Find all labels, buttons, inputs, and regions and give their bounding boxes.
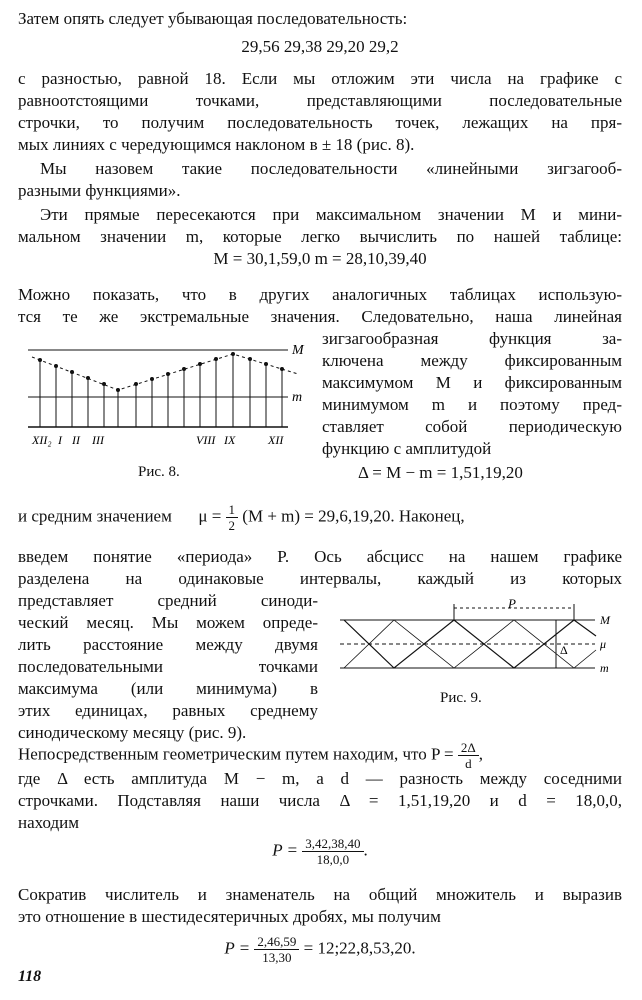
text-line: с разностью, равной 18. Если мы отложим эти числа на графике с [18, 69, 622, 88]
fig9-label-M: M [600, 613, 610, 627]
text-line: лить расстояние между двумя [18, 635, 318, 654]
text-line: строчками. Подставляя наши числа Δ = 1,51,19,20 и d = 18,0,0, [18, 791, 622, 810]
text-line: Мы назовем такие последовательности «линейными зигзагооб- [40, 159, 622, 178]
text-line: тся те же экстремальные значения. Следовательно, наша линейная [18, 307, 622, 326]
text-fragment: Непосредственным геометрическим путем находим, что P = [18, 744, 454, 764]
axis-label: II [72, 433, 80, 447]
text-line: Эти прямые пересекаются при максимальном значении M и мини- [40, 205, 622, 224]
axis-label: XII₂ [32, 433, 52, 447]
axis-label: VIII [196, 433, 216, 447]
text-line: Можно показать, что в других аналогичных таблицах использую- [18, 285, 622, 304]
fraction-half: $\frac{1}{2}$ [226, 502, 239, 533]
figure-9-caption: Рис. 9. [440, 690, 482, 706]
amplitude-formula: Δ = M − m = 1,51,19,20 [358, 463, 523, 482]
fraction-big: $\frac{3,42,38,40}{18,0,0}$ [302, 836, 363, 867]
axis-label: XII [268, 433, 284, 447]
period-formula-line: Непосредственным геометрическим путем находим, что P = $\frac{2\Delta}{d}$ , [18, 740, 483, 771]
text-fragment: μ = [198, 506, 222, 526]
fraction-final: $\frac{2,46,59}{13,30}$ [254, 934, 299, 965]
axis-label: IX [224, 433, 236, 447]
text-line: представляет средний синоди- [18, 591, 318, 610]
fraction-period: $\frac{2\Delta}{d}$ [458, 740, 479, 771]
text-line: мых линиях с чередующимся наклоном в ± 18 (рис. 8). [18, 135, 415, 154]
text-line: Сократив числитель и знаменатель на общий множитель и выразив [18, 885, 622, 904]
text-line: ключена между фиксированным [322, 351, 622, 370]
final-result: P = $\frac{2,46,59}{13,30}$ = 12;22,8,53,20. [224, 934, 416, 965]
text-line: последовательными точками [18, 657, 318, 676]
ordinates [40, 354, 282, 427]
text-fragment: и средним значением [18, 506, 172, 526]
fig9-label-mu: μ [600, 637, 607, 651]
figure-8-caption: Рис. 8. [138, 464, 180, 480]
text-line: где Δ есть амплитуда M − m, а d — разность между соседними [18, 769, 622, 788]
text-line: максимума (или минимума) в [18, 679, 318, 698]
text-line: мальном значении m, которые легко вычислить по нашей таблице: [18, 227, 622, 246]
page-number: 118 [18, 968, 42, 985]
fig9-label-P: P [508, 596, 516, 611]
mean-value-line [18, 502, 622, 533]
text-line: максимумом M и фиксированным [322, 373, 622, 392]
text-line: зигзагообразная функция за- [322, 329, 622, 348]
axis-label: III [92, 433, 104, 447]
figure-9 [330, 596, 625, 688]
period-computation: P = $\frac{3,42,38,40}{18,0,0}$ . [272, 836, 368, 867]
text-line: равноотстоящими точками, представляющими последовательные [18, 91, 622, 110]
axis-label: I [58, 433, 62, 447]
sequence-line: 29,56 29,38 29,20 29,2 [241, 37, 399, 56]
text-line: минимумом m и поэтому пред- [322, 395, 622, 414]
data-points [38, 352, 284, 392]
fig9-label-m: m [600, 661, 609, 675]
text-line: находим [18, 813, 80, 832]
text-line: строчки, то получим последовательность точек, лежащих на пря- [18, 113, 622, 132]
text-line: Затем опять следует убывающая последовательность: [18, 9, 408, 28]
text-line: этих единицах, равных среднему [18, 701, 318, 720]
text-line: разными функциями». [18, 181, 181, 200]
text-line: функцию с амплитудой [322, 439, 492, 458]
text-line: разделена на одинаковые интервалы, каждый из которых [18, 569, 622, 588]
text-line: ставляет собой периодическую [322, 417, 622, 436]
text-line: введем понятие «периода» P. Ось абсцисс на нашем графике [18, 547, 622, 566]
fig8-label-m: m [292, 390, 303, 405]
extreme-values-formula: M = 30,1,59,0 m = 28,10,39,40 [213, 249, 427, 268]
text-line: синодическому месяцу (рис. 9). [18, 723, 247, 742]
fig9-label-delta: Δ [560, 643, 568, 657]
text-line: это отношение в шестидесятеричных дробях, мы получим [18, 907, 441, 926]
text-fragment: (M + m) = 29,6,19,20. Наконец, [242, 506, 465, 526]
fig8-label-M: M [292, 343, 304, 358]
figure-8 [18, 332, 318, 462]
text-line: ческий месяц. Мы можем опреде- [18, 613, 318, 632]
